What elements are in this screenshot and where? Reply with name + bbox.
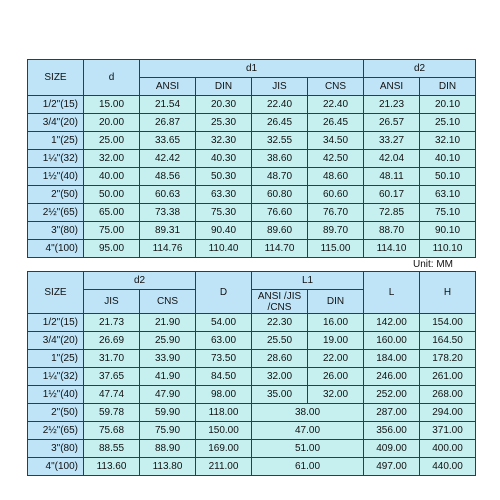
d1-ansi-cell: 89.31 xyxy=(140,222,196,240)
size-cell: 2"(50) xyxy=(28,404,84,422)
table-row xyxy=(28,422,476,440)
d2-jis-cell: 31.70 xyxy=(84,350,140,368)
big-d-cell: 169.00 xyxy=(196,440,252,458)
big-d-cell: 150.00 xyxy=(196,422,252,440)
l1-din-header: DIN xyxy=(308,290,364,314)
big-d-cell: 84.50 xyxy=(196,368,252,386)
size-cell: 2½"(65) xyxy=(28,422,84,440)
d1-cns-cell: 115.00 xyxy=(308,240,364,258)
table-row xyxy=(28,168,476,186)
l1-header: L1 xyxy=(252,272,364,290)
big-d-cell: 211.00 xyxy=(196,458,252,476)
size-cell: 1/2"(15) xyxy=(28,314,84,332)
d-header: d xyxy=(84,60,140,96)
l1-merged-cell: 38.00 xyxy=(252,404,364,422)
h-cell: 261.00 xyxy=(420,368,476,386)
d1-jis-header: JIS xyxy=(252,78,308,96)
table-row xyxy=(28,204,476,222)
d1-din-cell: 110.40 xyxy=(196,240,252,258)
l-cell: 252.00 xyxy=(364,386,420,404)
d1-jis-cell: 114.70 xyxy=(252,240,308,258)
d1-cns-cell: 60.60 xyxy=(308,186,364,204)
l-cell: 246.00 xyxy=(364,368,420,386)
size-cell: 3"(80) xyxy=(28,440,84,458)
d1-jis-cell: 26.45 xyxy=(252,114,308,132)
size-cell: 1½"(40) xyxy=(28,168,84,186)
d1-din-header: DIN xyxy=(196,78,252,96)
d-cell: 65.00 xyxy=(84,204,140,222)
d2-din-cell: 90.10 xyxy=(420,222,476,240)
d1-jis-cell: 22.40 xyxy=(252,96,308,114)
d2-jis-cell: 21.73 xyxy=(84,314,140,332)
d2-jis-header: JIS xyxy=(84,290,140,314)
h-cell: 371.00 xyxy=(420,422,476,440)
size-cell: 3/4"(20) xyxy=(28,114,84,132)
l1-merged-cell: 61.00 xyxy=(252,458,364,476)
size-cell: 4"(100) xyxy=(28,240,84,258)
d1-jis-cell: 76.60 xyxy=(252,204,308,222)
d-cell: 20.00 xyxy=(84,114,140,132)
big-d-cell: 54.00 xyxy=(196,314,252,332)
l1-din-cell: 16.00 xyxy=(308,314,364,332)
big-d-cell: 63.00 xyxy=(196,332,252,350)
d1-din-cell: 90.40 xyxy=(196,222,252,240)
d2-cns-cell: 25.90 xyxy=(140,332,196,350)
size-cell: 1½"(40) xyxy=(28,386,84,404)
l1-merged-cell: 51.00 xyxy=(252,440,364,458)
h-cell: 178.20 xyxy=(420,350,476,368)
d1-jis-cell: 89.60 xyxy=(252,222,308,240)
d-cell: 32.00 xyxy=(84,150,140,168)
h-cell: 400.00 xyxy=(420,440,476,458)
h-cell: 154.00 xyxy=(420,314,476,332)
big-d-cell: 73.50 xyxy=(196,350,252,368)
table-row xyxy=(28,114,476,132)
d2-jis-cell: 113.60 xyxy=(84,458,140,476)
d2-jis-cell: 26.69 xyxy=(84,332,140,350)
table2-body xyxy=(28,314,476,476)
d2-jis-cell: 59.78 xyxy=(84,404,140,422)
d2-din-cell: 75.10 xyxy=(420,204,476,222)
l-cell: 142.00 xyxy=(364,314,420,332)
l-cell: 497.00 xyxy=(364,458,420,476)
d2-header: d2 xyxy=(364,60,476,78)
d2-din-cell: 63.10 xyxy=(420,186,476,204)
d1-cns-cell: 34.50 xyxy=(308,132,364,150)
l1-din-cell: 32.00 xyxy=(308,386,364,404)
d2-din-cell: 110.10 xyxy=(420,240,476,258)
d-cell: 25.00 xyxy=(84,132,140,150)
d1-ansi-header: ANSI xyxy=(140,78,196,96)
d1-din-cell: 40.30 xyxy=(196,150,252,168)
size-cell: 1"(25) xyxy=(28,132,84,150)
big-d-header: D xyxy=(196,272,252,314)
l-cell: 409.00 xyxy=(364,440,420,458)
d2-jis-cell: 37.65 xyxy=(84,368,140,386)
table-row xyxy=(28,440,476,458)
h-cell: 440.00 xyxy=(420,458,476,476)
d-cell: 50.00 xyxy=(84,186,140,204)
d2-header-2: d2 xyxy=(84,272,196,290)
size-cell: 4"(100) xyxy=(28,458,84,476)
d1-ansi-cell: 73.38 xyxy=(140,204,196,222)
d2-cns-cell: 47.90 xyxy=(140,386,196,404)
d1-cns-cell: 89.70 xyxy=(308,222,364,240)
l-header: L xyxy=(364,272,420,314)
size-cell: 3"(80) xyxy=(28,222,84,240)
d1-cns-cell: 22.40 xyxy=(308,96,364,114)
d1-cns-header: CNS xyxy=(308,78,364,96)
d2-ansi-cell: 60.17 xyxy=(364,186,420,204)
d2-ansi-header: ANSI xyxy=(364,78,420,96)
d2-din-header: DIN xyxy=(420,78,476,96)
d2-jis-cell: 75.68 xyxy=(84,422,140,440)
d1-header: d1 xyxy=(140,60,364,78)
d2-ansi-cell: 26.57 xyxy=(364,114,420,132)
table-row xyxy=(28,368,476,386)
d2-ansi-cell: 72.85 xyxy=(364,204,420,222)
d2-din-cell: 50.10 xyxy=(420,168,476,186)
h-cell: 294.00 xyxy=(420,404,476,422)
l1-ansi-jis-cns-header: ANSI /JIS /CNS xyxy=(252,290,308,314)
d1-jis-cell: 60.80 xyxy=(252,186,308,204)
d1-din-cell: 63.30 xyxy=(196,186,252,204)
d1-ansi-cell: 21.54 xyxy=(140,96,196,114)
d-cell: 15.00 xyxy=(84,96,140,114)
table-row xyxy=(28,150,476,168)
l1-ansi-cell: 28.60 xyxy=(252,350,308,368)
table-row xyxy=(28,314,476,332)
l1-ansi-cell: 35.00 xyxy=(252,386,308,404)
d2-ansi-cell: 114.10 xyxy=(364,240,420,258)
l1-din-cell: 26.00 xyxy=(308,368,364,386)
d1-din-cell: 25.30 xyxy=(196,114,252,132)
d1-cns-cell: 42.50 xyxy=(308,150,364,168)
table-row xyxy=(28,458,476,476)
d2-cns-cell: 21.90 xyxy=(140,314,196,332)
table-row xyxy=(28,222,476,240)
d2-cns-cell: 88.90 xyxy=(140,440,196,458)
dimensions-table-top xyxy=(27,59,476,258)
d2-jis-cell: 47.74 xyxy=(84,386,140,404)
l1-ansi-cell: 25.50 xyxy=(252,332,308,350)
d1-ansi-cell: 42.42 xyxy=(140,150,196,168)
d1-din-cell: 20.30 xyxy=(196,96,252,114)
h-cell: 268.00 xyxy=(420,386,476,404)
d2-cns-header: CNS xyxy=(140,290,196,314)
d1-jis-cell: 38.60 xyxy=(252,150,308,168)
d1-ansi-cell: 26.87 xyxy=(140,114,196,132)
table-row xyxy=(28,350,476,368)
l-cell: 184.00 xyxy=(364,350,420,368)
size-cell: 1"(25) xyxy=(28,350,84,368)
table-row xyxy=(28,96,476,114)
d1-ansi-cell: 60.63 xyxy=(140,186,196,204)
size-cell: 3/4"(20) xyxy=(28,332,84,350)
d2-cns-cell: 59.90 xyxy=(140,404,196,422)
unit-label: Unit: MM xyxy=(413,259,453,270)
size-cell: 2½"(65) xyxy=(28,204,84,222)
h-header: H xyxy=(420,272,476,314)
d2-din-cell: 25.10 xyxy=(420,114,476,132)
d1-cns-cell: 26.45 xyxy=(308,114,364,132)
d2-ansi-cell: 42.04 xyxy=(364,150,420,168)
d2-cns-cell: 41.90 xyxy=(140,368,196,386)
d2-cns-cell: 33.90 xyxy=(140,350,196,368)
table-row xyxy=(28,386,476,404)
size-header: SIZE xyxy=(28,60,84,96)
l1-ansi-cell: 32.00 xyxy=(252,368,308,386)
d2-din-cell: 32.10 xyxy=(420,132,476,150)
l-cell: 287.00 xyxy=(364,404,420,422)
d2-ansi-cell: 88.70 xyxy=(364,222,420,240)
d2-cns-cell: 113.80 xyxy=(140,458,196,476)
d1-cns-cell: 48.60 xyxy=(308,168,364,186)
table-row xyxy=(28,186,476,204)
table-row xyxy=(28,132,476,150)
d2-din-cell: 20.10 xyxy=(420,96,476,114)
table-row xyxy=(28,332,476,350)
d1-ansi-cell: 114.76 xyxy=(140,240,196,258)
dimensions-table-bottom xyxy=(27,271,476,476)
big-d-cell: 98.00 xyxy=(196,386,252,404)
d2-cns-cell: 75.90 xyxy=(140,422,196,440)
big-d-cell: 118.00 xyxy=(196,404,252,422)
d1-ansi-cell: 48.56 xyxy=(140,168,196,186)
table1-body xyxy=(28,96,476,258)
d2-ansi-cell: 33.27 xyxy=(364,132,420,150)
h-cell: 164.50 xyxy=(420,332,476,350)
size-cell: 2"(50) xyxy=(28,186,84,204)
l-cell: 356.00 xyxy=(364,422,420,440)
size-cell: 1¼"(32) xyxy=(28,150,84,168)
d2-din-cell: 40.10 xyxy=(420,150,476,168)
d1-din-cell: 50.30 xyxy=(196,168,252,186)
size-cell: 1/2"(15) xyxy=(28,96,84,114)
l1-merged-cell: 47.00 xyxy=(252,422,364,440)
d-cell: 95.00 xyxy=(84,240,140,258)
l1-din-cell: 22.00 xyxy=(308,350,364,368)
d1-cns-cell: 76.70 xyxy=(308,204,364,222)
d2-jis-cell: 88.55 xyxy=(84,440,140,458)
table-row xyxy=(28,404,476,422)
d1-din-cell: 75.30 xyxy=(196,204,252,222)
d1-ansi-cell: 33.65 xyxy=(140,132,196,150)
d1-jis-cell: 48.70 xyxy=(252,168,308,186)
d2-ansi-cell: 21.23 xyxy=(364,96,420,114)
size-header-2: SIZE xyxy=(28,272,84,314)
d-cell: 40.00 xyxy=(84,168,140,186)
table-row xyxy=(28,240,476,258)
d-cell: 75.00 xyxy=(84,222,140,240)
d1-din-cell: 32.30 xyxy=(196,132,252,150)
d1-jis-cell: 32.55 xyxy=(252,132,308,150)
d2-ansi-cell: 48.11 xyxy=(364,168,420,186)
l1-ansi-cell: 22.30 xyxy=(252,314,308,332)
l1-din-cell: 19.00 xyxy=(308,332,364,350)
l-cell: 160.00 xyxy=(364,332,420,350)
size-cell: 1¼"(32) xyxy=(28,368,84,386)
